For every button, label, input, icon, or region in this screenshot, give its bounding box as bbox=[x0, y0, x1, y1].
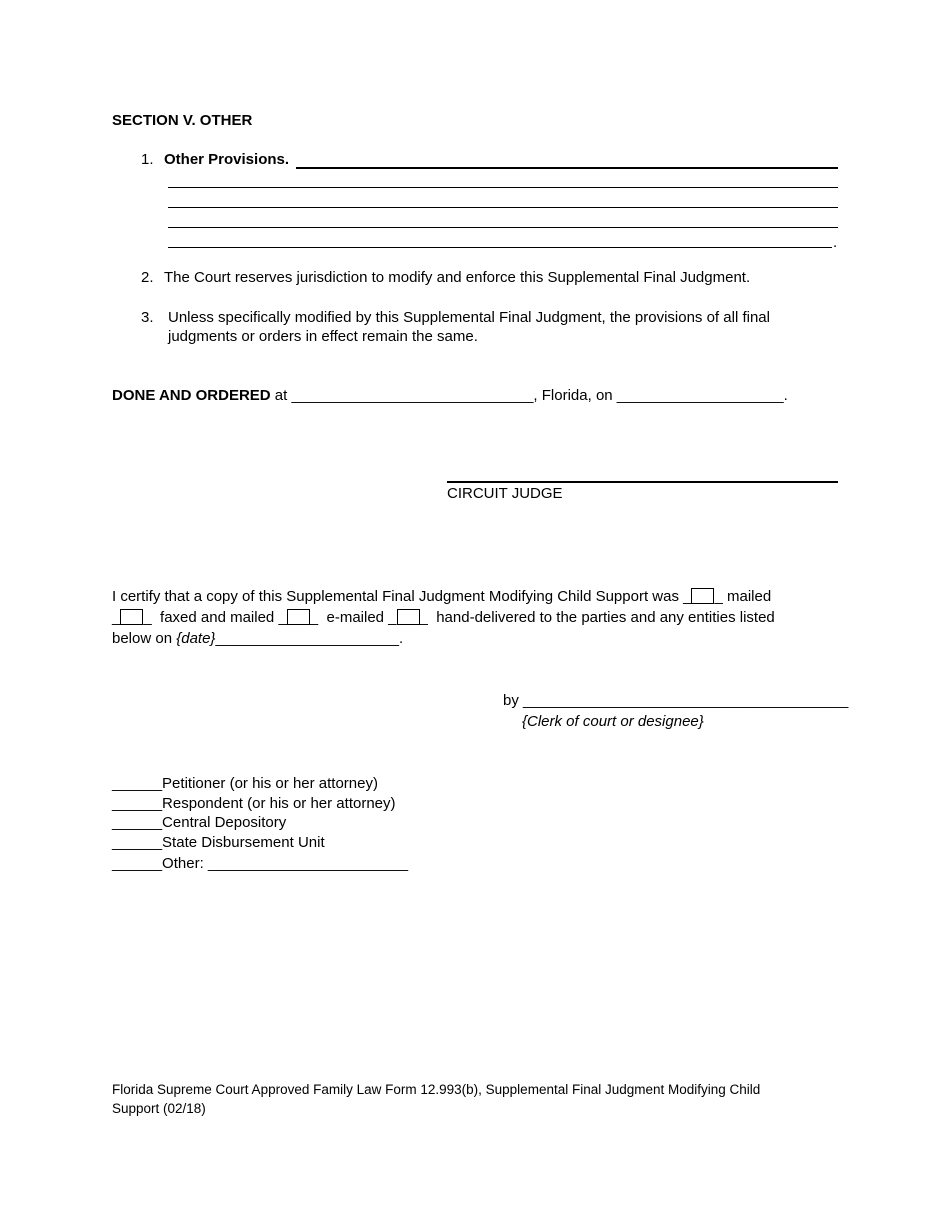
other-provisions-line-3[interactable] bbox=[168, 207, 838, 208]
recipient-other: ______Other: ________________________ bbox=[112, 855, 409, 872]
mailed-checkbox[interactable] bbox=[691, 588, 714, 604]
done-ordered-label: DONE AND ORDERED bbox=[112, 387, 271, 404]
recipient-state-disbursement: ______State Disbursement Unit bbox=[112, 834, 325, 851]
other-provisions-period: . bbox=[833, 234, 838, 251]
below-on-text: below on bbox=[112, 630, 177, 647]
item-2-text: The Court reserves jurisdiction to modify and enforce this Supplemental Final Judgment. bbox=[164, 269, 751, 286]
certificate-line-2: _ _ faxed and mailed _ _ e-mailed _ _ hand-delivered to the parties and any entities listed bbox=[112, 609, 775, 626]
recipient-central-depository: ______Central Depository bbox=[112, 814, 287, 831]
certificate-date-blank[interactable]: ______________________ bbox=[215, 630, 399, 647]
other-provisions-label: Other Provisions. bbox=[164, 151, 290, 168]
done-ordered-line bbox=[112, 387, 788, 405]
certificate-period: . bbox=[398, 630, 404, 647]
emailed-checkbox[interactable] bbox=[287, 609, 310, 625]
done-ordered-period: . bbox=[783, 387, 788, 404]
certificate-line-1: I certify that a copy of this Supplemental Final Judgment Modifying Child Support was _ _ mailed bbox=[112, 588, 772, 605]
faxed-checkbox[interactable] bbox=[120, 609, 143, 625]
item-2-number: 2. bbox=[141, 269, 154, 286]
clerk-designee-label: {Clerk of court or designee} bbox=[522, 713, 704, 730]
item-3-number: 3. bbox=[141, 309, 154, 326]
judge-signature-line[interactable] bbox=[447, 481, 838, 483]
hand-delivered-checkbox[interactable] bbox=[397, 609, 420, 625]
clerk-signature-blank[interactable]: _______________________________________ bbox=[523, 692, 849, 709]
footer-line-1: Florida Supreme Court Approved Family Law Form 12.993(b), Supplemental Final Judgment Modifying Child bbox=[112, 1082, 761, 1097]
hand-delivered-label: hand-delivered to the parties and any entities listed bbox=[436, 609, 775, 626]
florida-on-text: , Florida, on bbox=[533, 387, 617, 404]
clerk-signature-line bbox=[503, 692, 848, 710]
mailed-label: mailed bbox=[726, 588, 772, 605]
section-heading: SECTION V. OTHER bbox=[112, 112, 253, 129]
certificate-line-3 bbox=[112, 630, 403, 648]
done-ordered-at: at bbox=[270, 387, 292, 404]
faxed-label: faxed and mailed bbox=[160, 609, 275, 626]
item-3-text-line1: Unless specifically modified by this Supplemental Final Judgment, the provisions of all final bbox=[168, 309, 770, 326]
certificate-text: I certify that a copy of this Supplemental Final Judgment Modifying Child Support was bbox=[112, 588, 684, 605]
item-3-text-line2: judgments or orders in effect remain the same. bbox=[168, 328, 478, 345]
other-provisions-line-5[interactable] bbox=[168, 247, 832, 248]
other-provisions-line-1[interactable] bbox=[296, 167, 838, 169]
other-provisions-line-2[interactable] bbox=[168, 187, 838, 188]
location-blank[interactable]: _____________________________ bbox=[291, 387, 534, 404]
other-provisions-line-4[interactable] bbox=[168, 227, 838, 228]
date-blank[interactable]: ____________________ bbox=[616, 387, 784, 404]
by-label: by bbox=[503, 692, 524, 709]
emailed-label: e-mailed bbox=[326, 609, 385, 626]
circuit-judge-title: CIRCUIT JUDGE bbox=[447, 485, 563, 502]
recipient-petitioner: ______Petitioner (or his or her attorney) bbox=[112, 775, 378, 792]
date-placeholder: {date} bbox=[176, 630, 216, 647]
footer-line-2: Support (02/18) bbox=[112, 1101, 206, 1116]
recipient-respondent: ______Respondent (or his or her attorney) bbox=[112, 795, 396, 812]
item-1-number: 1. bbox=[141, 151, 154, 168]
